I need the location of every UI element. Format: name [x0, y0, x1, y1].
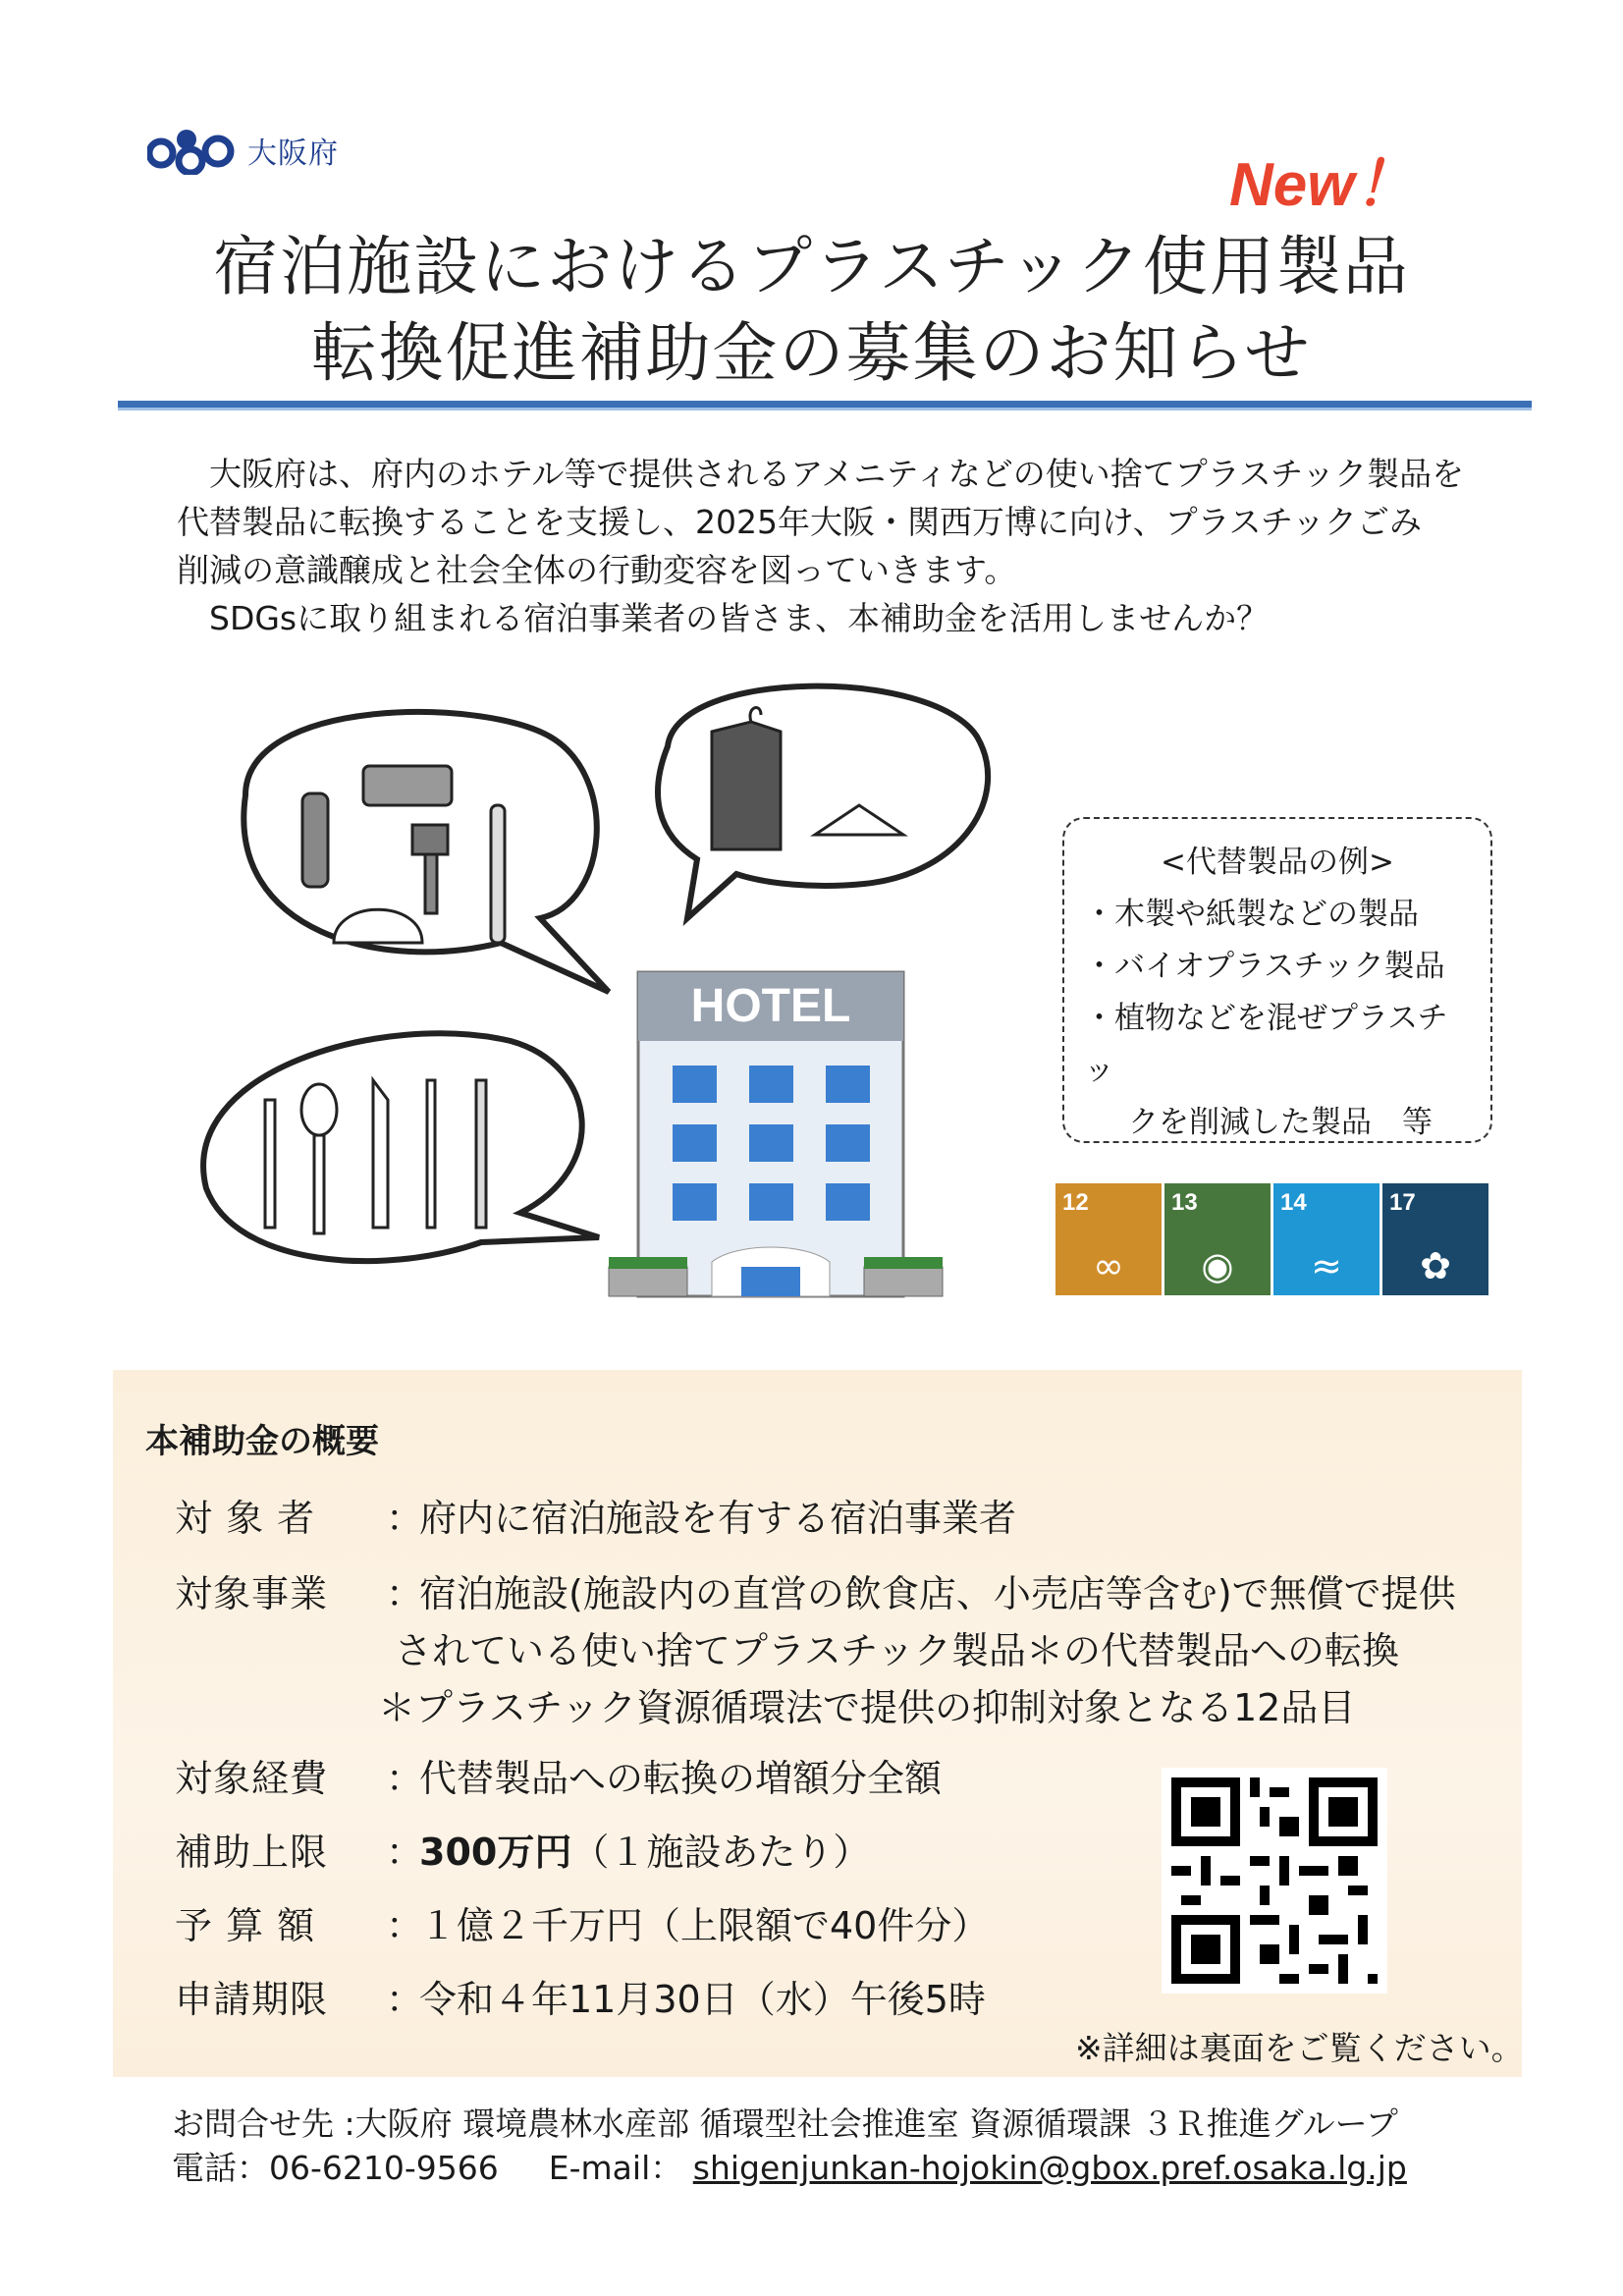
intro-line-4: SDGsに取り組まれる宿泊事業者の皆さま、本補助金を活用しませんか？ — [209, 599, 1270, 637]
osaka-pref-logo-icon — [147, 126, 238, 175]
row-label: 対象経費 — [175, 1757, 329, 1800]
row-label: 対象事業 — [175, 1572, 329, 1615]
row-value: 代替製品への転換の増額分全額 — [419, 1757, 943, 1800]
sdg-number: 14 — [1280, 1189, 1307, 1216]
sdg-17-icon — [1382, 1183, 1488, 1295]
sdg-13-icon — [1164, 1183, 1271, 1295]
sdg-number: 17 — [1389, 1189, 1416, 1216]
contact-line: お問合せ先 :大阪府 環境農林水産部 循環型社会推進室 資源循環課 ３Ｒ推進グループ — [172, 2105, 1398, 2143]
org-logo — [147, 126, 339, 175]
alternatives-box — [1062, 817, 1492, 1143]
qr-code[interactable] — [1162, 1768, 1387, 1994]
phone-number: 電話：06-6210-9566 — [172, 2149, 499, 2187]
cutlery-bubble — [203, 1033, 599, 1261]
flower-ring-icon: ✿ — [1420, 1244, 1451, 1287]
details-note: ※詳細は裏面をご覧ください。 — [1075, 2029, 1524, 2067]
row-colon: ： — [386, 1497, 424, 1540]
row-colon: ： — [386, 1757, 424, 1800]
row-colon: ： — [386, 1904, 424, 1947]
email-link[interactable]: shigenjunkan-hojokin@gbox.pref.osaka.lg.jp — [692, 2149, 1407, 2187]
amenity-bubble — [243, 712, 609, 992]
row-label: 予 算 額 — [175, 1904, 316, 1947]
row-colon: ： — [386, 1978, 424, 2021]
comb-icon — [363, 766, 452, 805]
alternatives-item: ・バイオプラスチック製品 — [1084, 949, 1445, 984]
intro-line-2: 代替製品に転換することを支援し、2025年大阪・関西万博に向け、プラスチックごみ — [177, 503, 1423, 541]
title-divider — [118, 401, 1532, 410]
summary-row-deadline — [175, 1969, 986, 2023]
intro-line-1: 大阪府は、府内のホテル等で提供されるアメニティなどの使い捨てプラスチック製品を — [209, 455, 1465, 493]
project-value-line-2: されている使い捨てプラスチック製品＊の代替製品への転換 — [395, 1629, 1399, 1672]
org-name: 大阪府 — [247, 137, 339, 171]
row-colon: ： — [386, 1831, 424, 1874]
intro-text — [177, 450, 1512, 642]
hairbrush-icon — [302, 793, 328, 887]
row-value: 府内に宿泊施設を有する宿泊事業者 — [419, 1497, 1017, 1540]
sdg-number: 12 — [1062, 1189, 1089, 1216]
alternatives-item: クを削減した製品 等 — [1128, 1105, 1433, 1140]
row-value: 宿泊施設(施設内の直営の飲食店、小売店等含む)で無償で提供 — [419, 1572, 1456, 1615]
sdg-number: 13 — [1171, 1189, 1198, 1216]
project-footnote: ＊プラスチック資源循環法で提供の抑制対象となる12品目 — [378, 1686, 1356, 1729]
clothing-bubble — [658, 686, 988, 918]
fork-icon — [265, 1100, 275, 1228]
title-line-2: 転換促進補助金の募集のお知らせ — [311, 315, 1312, 391]
hotel-building-icon — [609, 972, 943, 1296]
fish-icon: ≈ — [1311, 1244, 1342, 1287]
hotel-illustration — [187, 678, 1021, 1326]
intro-line-3: 削減の意識醸成と社会全体の行動変容を図っていきます。 — [177, 551, 1017, 589]
knife-icon — [373, 1080, 388, 1228]
toothbrush-icon — [491, 805, 505, 943]
suit-cover-icon — [712, 722, 781, 849]
limit-note: （１施設あたり） — [571, 1831, 871, 1874]
alternatives-item: ・木製や紙製などの製品 — [1084, 897, 1419, 932]
new-badge: New！ — [1229, 151, 1416, 219]
email-label: E-mail： — [548, 2149, 683, 2187]
infinity-icon: ∞ — [1093, 1244, 1124, 1287]
summary-row-project — [175, 1563, 1456, 1617]
summary-row-target — [175, 1488, 1016, 1542]
summary-row-budget — [175, 1895, 989, 1949]
summary-row-expense — [175, 1748, 942, 1802]
sdg-14-icon — [1273, 1183, 1380, 1295]
row-colon: ： — [386, 1572, 424, 1615]
alternatives-item: ・植物などを混ぜプラスチッ — [1084, 1001, 1448, 1088]
row-value: 令和４年11月30日（水）午後5時 — [419, 1978, 986, 2021]
row-label: 申請期限 — [175, 1978, 329, 2021]
muddler-icon — [427, 1080, 435, 1228]
contact-details — [172, 2143, 1407, 2189]
row-label: 対 象 者 — [175, 1497, 316, 1540]
hotel-sign: HOTEL — [690, 980, 851, 1032]
spoon-icon — [301, 1084, 337, 1135]
row-label: 補助上限 — [175, 1831, 329, 1874]
summary-heading: 本補助金の概要 — [145, 1422, 379, 1461]
sdg-12-icon — [1055, 1183, 1162, 1295]
title-line-1: 宿泊施設におけるプラスチック使用製品 — [213, 229, 1410, 304]
earth-eye-icon: ◉ — [1201, 1244, 1234, 1287]
limit-amount: 300万円 — [419, 1831, 572, 1874]
razor-icon — [412, 825, 448, 854]
qr-code-icon — [1171, 1777, 1378, 1984]
summary-row-limit — [175, 1822, 870, 1876]
alternatives-heading: <代替製品の例> — [1161, 845, 1394, 880]
straw-icon — [476, 1080, 486, 1228]
row-value: １億２千万円（上限額で40件分） — [419, 1904, 990, 1947]
